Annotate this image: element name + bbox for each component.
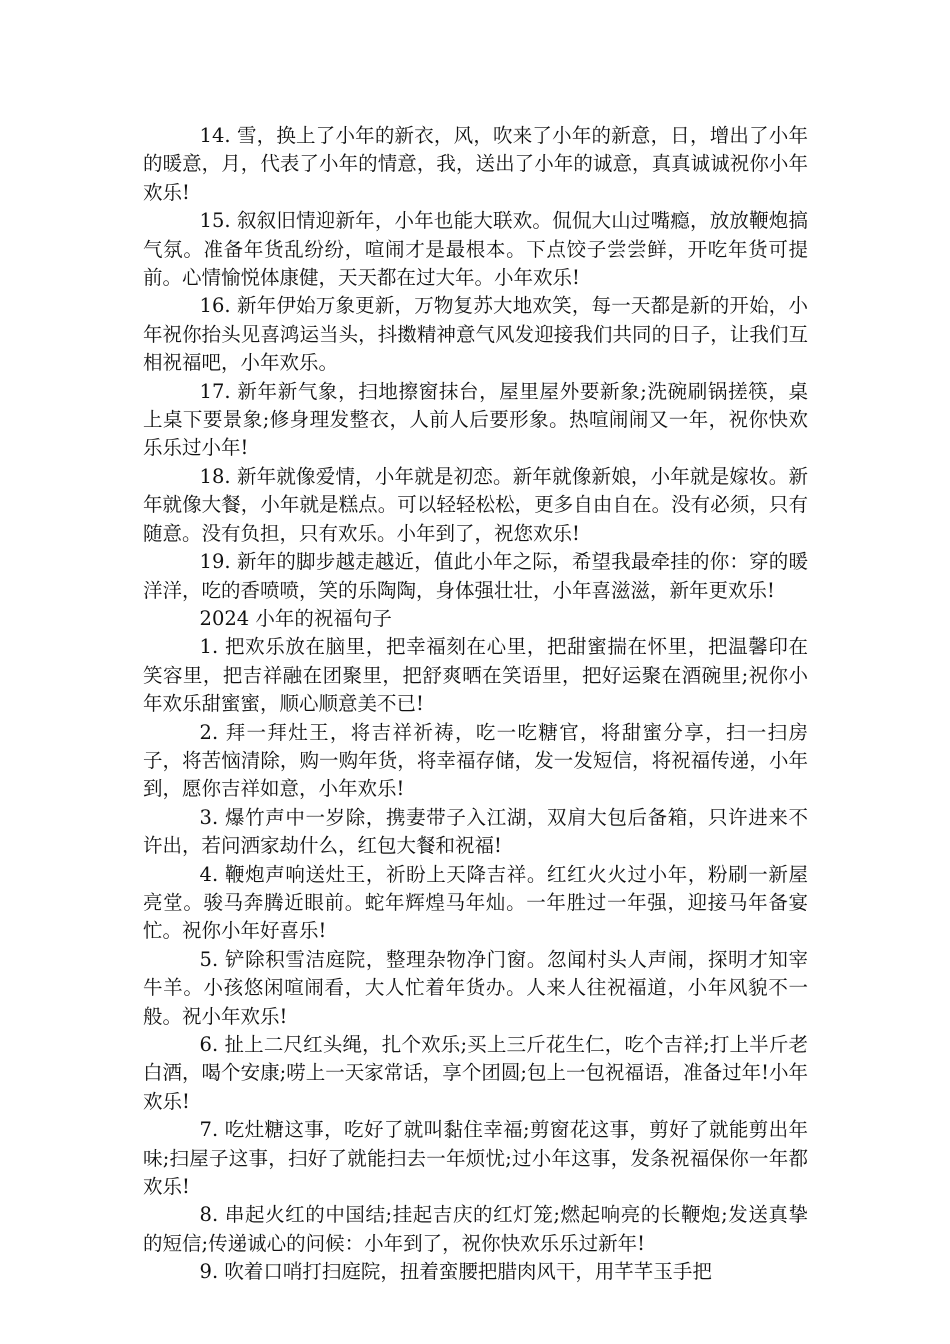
section-heading: 2024 小年的祝福句子 xyxy=(199,606,392,630)
blessing-item-6: 6. 扯上二尺红头绳，扎个欢乐;买上三斤花生仁，吃个吉祥;打上半斤老白酒，喝个安康;唠上一天家常话，享个团圆;包上一包祝福语，准备过年!小年欢乐! xyxy=(143,1033,808,1113)
blessing-item-4: 4. 鞭炮声响送灶王，祈盼上天降吉祥。红红火火过小年，粉刷一新屋亮堂。骏马奔腾近眼前。蛇年辉煌马年灿。一年胜过一年强，迎接马年备宴忙。祝你小年好喜乐! xyxy=(143,862,808,943)
blessing-item-5: 5. 铲除积雪洁庭院，整理杂物净门窗。忽闻村头人声闹，探明才知宰牛羊。小孩悠闲喧闹看，大人忙着年货办。人来人往祝福道，小年风貌不一般。祝小年欢乐! xyxy=(143,947,808,1028)
document-body xyxy=(143,122,808,1287)
paragraph-18: 18. 新年就像爱情，小年就是初恋。新年就像新娘，小年就是嫁妆。新年就像大餐，小年就是糕点。可以轻轻松松，更多自由自在。没有必须，只有随意。没有负担，只有欢乐。小年到了，祝您欢乐! xyxy=(143,464,808,545)
blessing-item-8: 8. 串起火红的中国结;挂起吉庆的红灯笼;燃起响亮的长鞭炮;发送真挚的短信;传递诚心的问候：小年到了，祝你快欢乐乐过新年! xyxy=(143,1203,808,1255)
blessing-item-1: 1. 把欢乐放在脑里，把幸福刻在心里，把甜蜜揣在怀里，把温馨印在笑容里，把吉祥融在团聚里，把舒爽晒在笑语里，把好运聚在酒碗里;祝你小年欢乐甜蜜蜜，顺心顺意美不已! xyxy=(143,635,808,716)
paragraph-19: 19. 新年的脚步越走越近，值此小年之际，希望我最牵挂的你：穿的暖洋洋，吃的香喷喷，笑的乐陶陶，身体强壮壮，小年喜滋滋，新年更欢乐! xyxy=(143,550,808,602)
paragraph-15: 15. 叙叙旧情迎新年，小年也能大联欢。侃侃大山过嘴瘾，放放鞭炮搞气氛。准备年货乱纷纷，喧闹才是最根本。下点饺子尝尝鲜，开吃年货可提前。心情愉悦体康健，天天都在过大年。小年欢乐! xyxy=(143,209,808,290)
blessing-item-2: 2. 拜一拜灶王，将吉祥祈祷，吃一吃糖官，将甜蜜分享，扫一扫房子，将苦恼清除，购一购年货，将幸福存储，发一发短信，将祝福传递，小年到，愿你吉祥如意，小年欢乐! xyxy=(143,720,808,801)
paragraph-17: 17. 新年新气象，扫地擦窗抹台，屋里屋外要新象;洗碗刷锅搓筷，桌上桌下要景象;修身理发整衣，人前人后要形象。热喧闹闹又一年，祝你快欢乐乐过小年! xyxy=(143,379,808,460)
paragraph-14: 14. 雪，换上了小年的新衣，风，吹来了小年的新意，日，增出了小年的暖意，月，代表了小年的情意，我，送出了小年的诚意，真真诚诚祝你小年欢乐! xyxy=(143,124,808,204)
blessing-item-7: 7. 吃灶糖这事，吃好了就叫黏住幸福;剪窗花这事，剪好了就能剪出年味;扫屋子这事，扫好了就能扫去一年烦忧;过小年这事，发条祝福保你一年都欢乐! xyxy=(143,1118,808,1199)
blessing-item-3: 3. 爆竹声中一岁除，携妻带子入江湖，双肩大包后备箱，只许进来不许出，若问洒家劫什么，红包大餐和祝福! xyxy=(143,805,808,858)
blessing-item-9: 9. 吹着口哨打扫庭院，扭着蛮腰把腊肉风干，用芊芊玉手把 xyxy=(199,1260,712,1284)
paragraph-16: 16. 新年伊始万象更新，万物复苏大地欢笑，每一天都是新的开始，小年祝你抬头见喜鸿运当头，抖擞精神意气风发迎接我们共同的日子，让我们互相祝福吧，小年欢乐。 xyxy=(143,294,808,375)
